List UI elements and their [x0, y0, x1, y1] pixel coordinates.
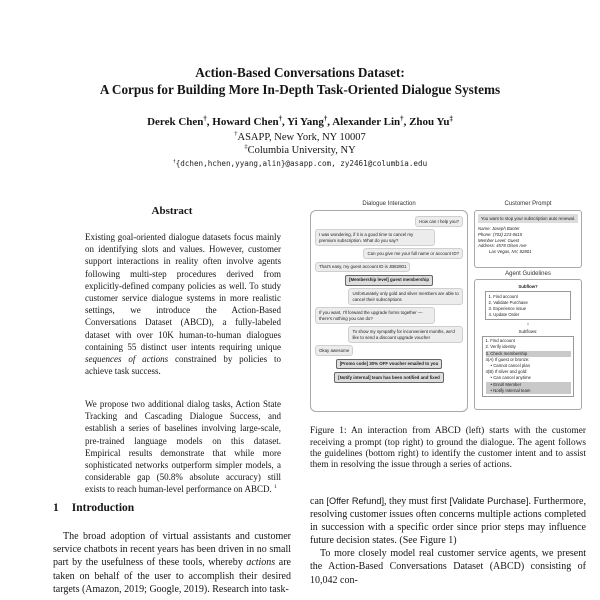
footnote-marker: 1 [273, 484, 277, 491]
action-name-validate-purchase: [Validate Purchase] [449, 496, 529, 506]
email-text: {dchen,hchen,yyang,alin}@asapp.com, zy2461@columbia.edu [175, 159, 428, 168]
abstract-text: We propose two additional dialog tasks, Action State Tracking and Cascading Dialogue Success, and establish a series of baselines involving large-scale, pre-trained language models on this dataset. Empirical results demonstrate that while more sophisticated networks outperform simpler models, a considerable gap (50.8% absolute accuracy) still exists to reach human-level performance on ABCD. [85, 399, 281, 495]
abstract-paragraph-2 [85, 398, 281, 496]
figure-customer-prompt-title: Customer Prompt [504, 201, 552, 207]
author-name: Howard Chen [212, 116, 279, 128]
affil-mark: ‡ [244, 143, 248, 151]
author-affil-mark: † [203, 115, 207, 123]
abstract-text: constrained by policies to achieve task success. [85, 354, 282, 377]
email-mark: † [172, 159, 176, 165]
affiliation-columbia [0, 145, 600, 156]
flow-option: 2. Validate Purchase [488, 299, 528, 305]
author-affil-mark: † [323, 115, 328, 123]
action-box: [Membership level] guest membership [345, 275, 433, 286]
figure-agent-guidelines-title: Agent Guidelines [505, 271, 551, 277]
subflow-step: 4(A) If guest or bronze: [485, 356, 530, 362]
agent-guidelines-box [474, 279, 582, 410]
author-affil-mark: † [400, 115, 404, 123]
flow-option: 4. Update Order [488, 311, 520, 317]
figure-caption: Figure 1: An interaction from ABCD (left) starts with the customer receiving a prompt (top right) to ground the dialogue. The agent follows the guidelines (bottom right) to identify the customer intent and to assist them in resolving the issue through a series of actions. [310, 426, 586, 471]
detail-member-level: Member Level: Guest [478, 237, 520, 243]
author-separator: , [403, 116, 410, 128]
chat-bubble-customer: Okay awesome [315, 345, 353, 356]
author-name: Zhou Yu [409, 116, 450, 128]
abstract-text: Existing goal-oriented dialogue datasets focus mainly on identifying slots and values. However, customer support interactions in reality often involve agents following multi-step procedures derived from explicitly-defined company policies as well. To study customer service dialogue systems in more realistic settings, we introduce the Action-Based Conversations Dataset (ABCD), a fully-labeled dataset with over 10K human-to-human dialogues containing 55 distinct user intents requiring unique [85, 232, 281, 352]
detail-phone: Phone: (703) 223-0615 [478, 231, 523, 237]
chat-bubble-agent: How can I help you? [415, 216, 463, 227]
chat-bubble-customer: If you want, I'll forward the upgrade forms together — there's nothing you can do? [315, 307, 435, 323]
subflow-question: Subflow? [518, 283, 538, 289]
paper-title-line1: Action-Based Conversations Dataset: [195, 65, 405, 80]
detail-address: Address: 4578 Olsen Ave [478, 243, 527, 249]
subflow-step-highlighted: • Notify Internal team [486, 388, 571, 394]
body-text: , they must first [384, 496, 450, 507]
author-separator: , [206, 116, 213, 128]
customer-details [478, 226, 578, 255]
chat-bubble-customer: I was wondering, if it is a good time to cancel my premium subscription. What do you say? [315, 229, 435, 245]
paper-title [0, 65, 600, 98]
chat-bubble-agent: Unfortunately only gold and silver members are able to cancel their subscriptions [348, 288, 463, 304]
customer-prompt-box [474, 210, 582, 268]
detail-address-line2: Las Vegas, NV, 82801 [489, 249, 532, 255]
author-separator: , [327, 116, 333, 128]
detail-name: Name: Joseph Banter [478, 225, 520, 231]
flow-option: 3. Experience issue [488, 305, 526, 311]
right-column-text [310, 495, 586, 587]
affil-text: ASAPP, New York, NY 10007 [237, 132, 366, 143]
section-title: Introduction [71, 502, 135, 514]
affil-text: Columbia University, NY [247, 145, 356, 156]
paper-title-line2: A Corpus for Building More In-Depth Task-Oriented Dialogue Systems [99, 81, 501, 97]
intro-text: are taken on behalf of the user to accomplish their desired targets (Amazon, 2019; Google, 2019). Research into task- [53, 557, 291, 595]
intro-italic-phrase: actions [246, 557, 276, 569]
chat-bubble-agent: Can you give me your full name or account ID? [363, 248, 463, 259]
author-affil-mark: ‡ [449, 115, 453, 123]
abstract-italic-phrase: sequences of actions [85, 354, 169, 365]
author-name: Derek Chen [147, 116, 204, 128]
chat-bubble-agent: To show my sympathy for inconvenient months, we'd like to send a discount upgrade voucher [348, 326, 463, 342]
affiliation-asapp [0, 132, 600, 143]
subflow-steps-box [482, 336, 574, 397]
action-box: [Notify internal] team has been notified and fixed [334, 372, 444, 383]
body-text: can [310, 496, 327, 507]
subflow-step: • Can cancel anytime [490, 375, 531, 381]
author-affil-mark: † [278, 115, 283, 123]
subflow-step: 1. Find account [485, 338, 515, 344]
abstract-heading: Abstract [151, 205, 193, 217]
author-name: Yi Yang [287, 116, 324, 128]
subflow-step-highlighted: • Enroll Member [486, 382, 571, 388]
introduction-paragraph [53, 530, 291, 596]
action-box: [Promo code] 30% OFF voucher emailed to you [336, 359, 443, 370]
customer-prompt-goal: You want to stop your subscription auto renewal. [478, 214, 578, 223]
affil-mark: † [234, 130, 238, 138]
subflow-step: • Cannot cancel plan [490, 362, 530, 368]
abstract-paragraph-1 [85, 231, 281, 377]
contact-email [0, 159, 600, 168]
flow-option: 1. Find account [488, 293, 518, 299]
subflow-step: 4(B) If silver and gold: [485, 369, 528, 375]
chat-bubble-customer: That's easy, my guest account ID is JB82801 [315, 262, 410, 273]
figure-dialogue-panel [310, 210, 468, 412]
subflow-step-highlighted: 3. Check membership [486, 351, 571, 357]
body-paragraph [310, 495, 586, 547]
down-arrow-icon: ↓ [526, 320, 530, 327]
section-number: 1 [53, 502, 59, 514]
section-heading-introduction [53, 502, 134, 514]
figure-dialogue-panel-title: Dialogue Interaction [362, 201, 416, 207]
action-name-offer-refund: [Offer Refund] [326, 496, 384, 506]
subflows-label: Subflows: [518, 328, 538, 334]
author-separator: , [282, 116, 288, 128]
intro-text: The broad adoption of virtual assistants and customer service chatbots in recent years has been driven in no small part by the usefulness of these tools, whereby [53, 531, 291, 569]
body-text: . Furthermore, resolving customer issues often concerns multiple actions completed in succession with a specific order since prior steps may influence future decision states. (See Figure 1) [310, 496, 586, 547]
subflow-step: 2. Verify identity [485, 344, 516, 350]
body-paragraph: To more closely model real customer service agents, we present the Action-Based Conversations Dataset (ABCD) consisting of 10,042 con- [310, 548, 586, 586]
author-name: Alexander Lin [332, 116, 401, 128]
flow-options-box [485, 291, 571, 320]
author-line [0, 116, 600, 128]
